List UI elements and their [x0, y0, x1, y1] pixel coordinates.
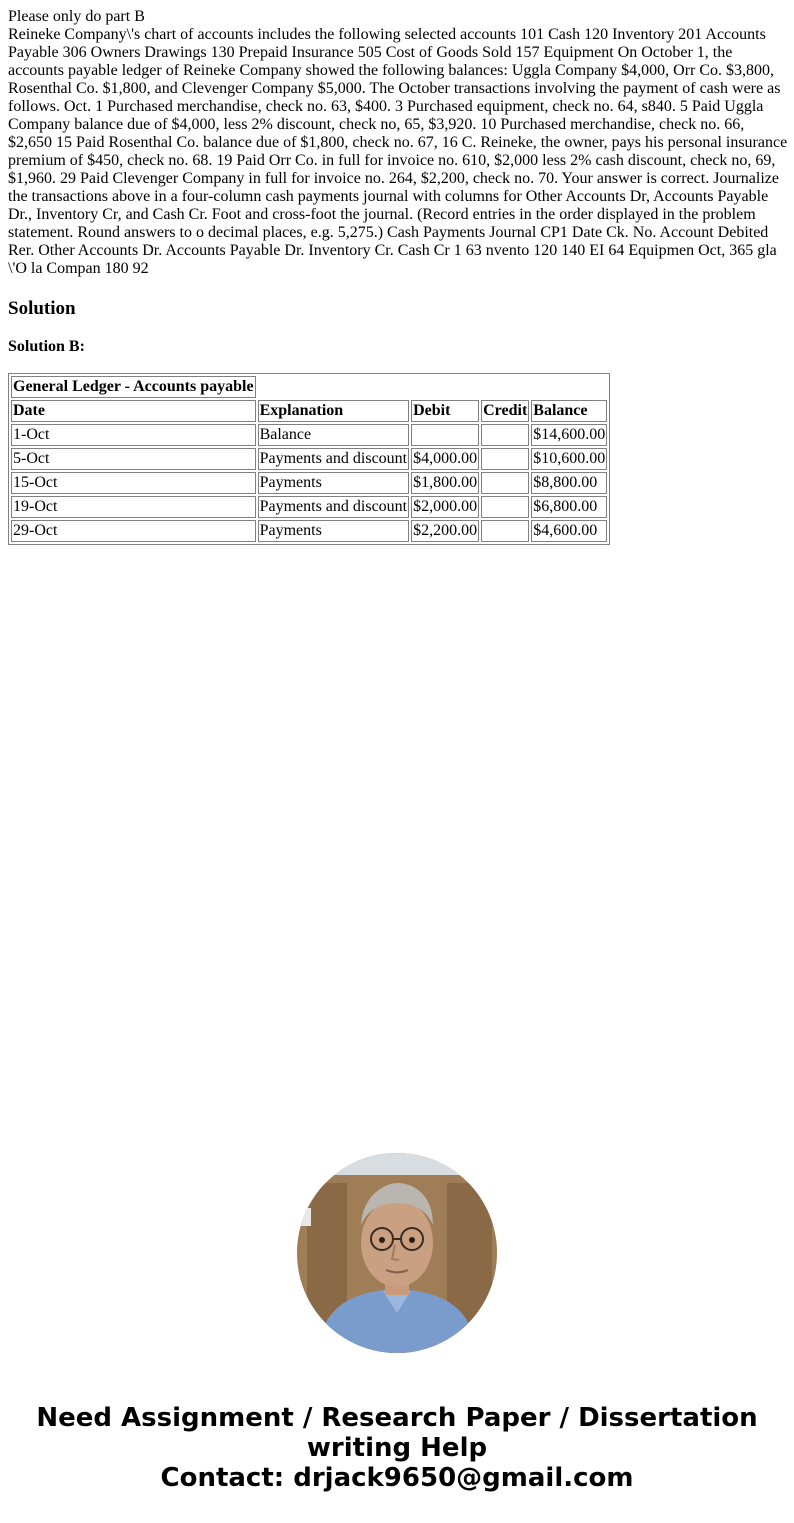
person-photo-icon: [297, 1153, 497, 1353]
column-header-balance: Balance: [531, 400, 607, 422]
column-header-date: Date: [11, 400, 256, 422]
column-header-credit: Credit: [481, 400, 529, 422]
row-date: 1-Oct: [11, 424, 256, 446]
row-balance: $10,600.00: [531, 448, 607, 470]
table-row: [11, 496, 607, 518]
table-row: [11, 520, 607, 542]
table-row: [11, 448, 607, 470]
row-debit: $1,800.00: [411, 472, 479, 494]
row-balance: $4,600.00: [531, 520, 607, 542]
ledger-title: General Ledger - Accounts payable: [11, 376, 256, 398]
ledger-table: [8, 373, 610, 545]
row-debit: [411, 424, 479, 446]
row-credit: [481, 424, 529, 446]
table-row: [11, 472, 607, 494]
row-debit: $2,200.00: [411, 520, 479, 542]
column-header-debit: Debit: [411, 400, 479, 422]
avatar: [297, 1153, 497, 1353]
promo-banner: [0, 1403, 794, 1493]
row-balance: $14,600.00: [531, 424, 607, 446]
row-date: 5-Oct: [11, 448, 256, 470]
row-date: 29-Oct: [11, 520, 256, 542]
row-debit: $2,000.00: [411, 496, 479, 518]
question-instruction: Please only do part B: [8, 8, 145, 25]
promo-line-1: Need Assignment / Research Paper / Dissertation: [36, 1403, 758, 1433]
ledger-title-row: [11, 376, 607, 398]
row-date: 19-Oct: [11, 496, 256, 518]
solution-heading: Solution: [8, 298, 76, 319]
row-explanation: Payments and discount: [258, 496, 410, 518]
question-body: Reineke Company\'s chart of accounts includes the following selected accounts 101 Cash 120 Inventory 201 Accounts Payable 306 Owners Drawings 130 Prepaid Insurance 505 Cost of Goods Sold 157 Equipment On October 1, the accounts payable ledger of Reineke Company showed the following balances: Uggla Company $4,000, Orr Co. $3,800, Rosenthal Co. $1,800, and Clevenger Company $5,000. The October transactions involving the payment of cash were as follows. Oct. 1 Purchased merchandise, check no. 63, $400. 3 Purchased equipment, check no. 64, s840. 5 Paid Uggla Company balance due of $4,000, less 2% discount, check no, 65, $3,920. 10 Purchased merchandise, check no. 66, $2,650 15 Paid Rosenthal Co. balance due of $1,800, check no. 67, 16 C. Reineke, the owner, pays his personal insurance premium of $450, check no. 68. 19 Paid Orr Co. in full for invoice no. 610, $2,000 less 2% cash discount, check no, 69, $1,960. 29 Paid Clevenger Company in full for invoice no. 264, $2,200, check no. 70. Your answer is correct. Journalize the transactions above in a four-column cash payments journal with columns for Other Accounts Dr, Accounts Payable Dr., Inventory Cr, and Cash Cr. Foot and cross-foot the journal. (Record entries in the order displayed in the problem statement. Round answers to o decimal places, e.g. 5,275.) Cash Payments Journal CP1 Date Ck. No. Account Debited Rer. Other Accounts Dr. Accounts Payable Dr. Inventory Cr. Cash Cr 1 63 nvento 120 140 EI 64 Equipmen Oct, 365 gla \'O la Compan 180 92: [8, 26, 788, 277]
solution-subheading: Solution B:: [8, 338, 85, 355]
row-explanation: Payments: [258, 472, 410, 494]
promo-line-2: writing Help: [306, 1433, 488, 1463]
row-explanation: Balance: [258, 424, 410, 446]
row-credit: [481, 520, 529, 542]
row-date: 15-Oct: [11, 472, 256, 494]
row-credit: [481, 448, 529, 470]
row-balance: $6,800.00: [531, 496, 607, 518]
question-content: [8, 8, 788, 545]
row-debit: $4,000.00: [411, 448, 479, 470]
table-row: [11, 424, 607, 446]
ledger-header-row: [11, 400, 607, 422]
row-balance: $8,800.00: [531, 472, 607, 494]
row-credit: [481, 496, 529, 518]
row-explanation: Payments and discount: [258, 448, 410, 470]
column-header-explanation: Explanation: [258, 400, 410, 422]
row-explanation: Payments: [258, 520, 410, 542]
row-credit: [481, 472, 529, 494]
promo-contact: Contact: drjack9650@gmail.com: [160, 1463, 634, 1493]
